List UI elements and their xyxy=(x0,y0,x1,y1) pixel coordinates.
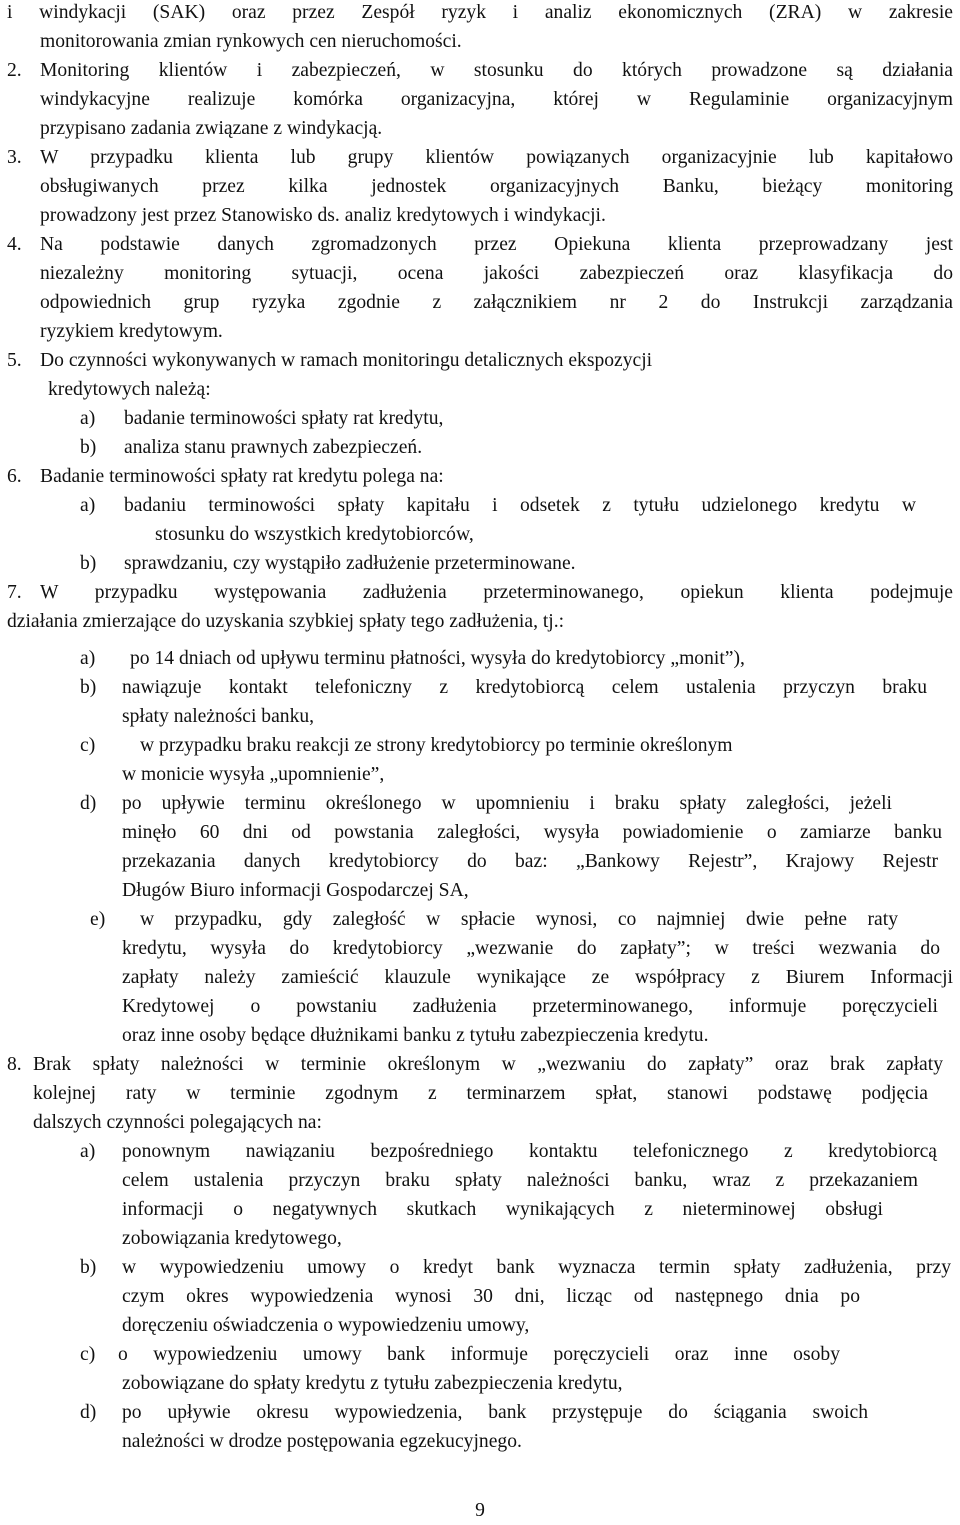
paragraph-line: dalszych czynności polegających na: xyxy=(33,1112,322,1133)
sub-item-letter: d) xyxy=(80,793,97,814)
paragraph-line: kredytowych należą: xyxy=(48,379,211,400)
paragraph-line: odpowiednich grup ryzyka zgodnie z załącznikiem nr 2 do Instrukcji zarządzania xyxy=(40,292,953,313)
page-number: 9 xyxy=(475,1500,485,1521)
sub-item-line: minęło 60 dni od powstania zaległości, wysyła powiadomienie o zamiarze banku xyxy=(122,822,942,843)
paragraph-line: działania zmierzające do uzyskania szybkiej spłaty tego zadłużenia, tj.: xyxy=(7,611,565,632)
item-number: 4. xyxy=(7,234,22,255)
sub-item-line: zobowiązane do spłaty kredytu z tytułu zabezpieczenia kredytu, xyxy=(122,1373,623,1394)
sub-item-letter: e) xyxy=(90,909,106,930)
sub-item-line: po upływie okresu wypowiedzenia, bank przystępuje do ściągania swoich xyxy=(122,1402,868,1423)
paragraph-line: Na podstawie danych zgromadzonych przez Opiekuna klienta przeprowadzany jest xyxy=(40,234,953,255)
sub-item-line: badanie terminowości spłaty rat kredytu, xyxy=(124,408,444,429)
sub-item-line: w monicie wysyła „upomnienie”, xyxy=(122,764,385,785)
paragraph-line: ryzykiem kredytowym. xyxy=(40,321,223,342)
sub-item-line: oraz inne osoby będące dłużnikami banku z tytułu zabezpieczenia kredytu. xyxy=(122,1025,709,1046)
paragraph-line: Badanie terminowości spłaty rat kredytu polega na: xyxy=(40,466,444,487)
paragraph-line: i windykacji (SAK) oraz przez Zespół ryzyk i analiz ekonomicznych (ZRA) w zakresie xyxy=(7,2,953,23)
sub-item-line: po 14 dniach od upływu terminu płatności, wysyła do kredytobiorcy „monit”), xyxy=(130,648,745,669)
item-number: 2. xyxy=(7,60,22,81)
sub-item-line: sprawdzaniu, czy wystąpiło zadłużenie przeterminowane. xyxy=(124,553,576,574)
paragraph-line: przypisano zadania związane z windykacją. xyxy=(40,118,383,139)
sub-item-line: Kredytowej o powstaniu zadłużenia przeterminowanego, informuje poręczycieli xyxy=(122,996,938,1017)
paragraph-line: niezależny monitoring sytuacji, ocena jakości zabezpieczeń oraz klasyfikacja do xyxy=(40,263,953,284)
item-number: 7. xyxy=(7,582,22,603)
paragraph-line: Brak spłaty należności w terminie określonym w „wezwaniu do zapłaty” oraz brak zapłaty xyxy=(33,1054,943,1075)
sub-item-line: badaniu terminowości spłaty kapitału i odsetek z tytułu udzielonego kredytu w xyxy=(124,495,916,516)
sub-item-line: o wypowiedzeniu umowy bank informuje poręczycieli oraz inne osoby xyxy=(118,1344,840,1365)
sub-item-letter: a) xyxy=(80,1141,96,1162)
sub-item-letter: c) xyxy=(80,1344,96,1365)
item-number: 5. xyxy=(7,350,22,371)
sub-item-line: w przypadku braku reakcji ze strony kredytobiorcy po terminie określonym xyxy=(140,735,733,756)
sub-item-letter: d) xyxy=(80,1402,97,1423)
sub-item-line: Długów Biuro informacji Gospodarczej SA, xyxy=(122,880,469,901)
sub-item-line: informacji o negatywnych skutkach wynikających z nieterminowej obsługi xyxy=(122,1199,883,1220)
paragraph-line: kolejnej raty w terminie zgodnym z terminarzem spłat, stanowi podstawę podjęcia xyxy=(33,1083,928,1104)
sub-item-line: kredytu, wysyła do kredytobiorcy „wezwanie do zapłaty”; w treści wezwania do xyxy=(122,938,940,959)
item-number: 3. xyxy=(7,147,22,168)
sub-item-letter: a) xyxy=(80,648,96,669)
sub-item-line: należności w drodze postępowania egzekucyjnego. xyxy=(122,1431,522,1452)
sub-item-line: w wypowiedzeniu umowy o kredyt bank wyznacza termin spłaty zadłużenia, przy xyxy=(122,1257,951,1278)
sub-item-line: zobowiązania kredytowego, xyxy=(122,1228,342,1249)
sub-item-letter: b) xyxy=(80,437,97,458)
sub-item-letter: b) xyxy=(80,677,97,698)
paragraph-line: windykacyjne realizuje komórka organizacyjna, której w Regulaminie organizacyjnym xyxy=(40,89,953,110)
sub-item-line: w przypadku, gdy zaległość w spłacie wynosi, co najmniej dwie pełne raty xyxy=(140,909,898,930)
sub-item-letter: a) xyxy=(80,408,96,429)
sub-item-letter: b) xyxy=(80,1257,97,1278)
sub-item-letter: c) xyxy=(80,735,96,756)
paragraph-line: prowadzony jest przez Stanowisko ds. analiz kredytowych i windykacji. xyxy=(40,205,606,226)
sub-item-line: stosunku do wszystkich kredytobiorców, xyxy=(155,524,474,545)
item-number: 8. xyxy=(7,1054,22,1075)
paragraph-line: obsługiwanych przez kilka jednostek organizacyjnych Banku, bieżący monitoring xyxy=(40,176,953,197)
item-number: 6. xyxy=(7,466,22,487)
sub-item-line: celem ustalenia przyczyn braku spłaty należności banku, wraz z przekazaniem xyxy=(122,1170,918,1191)
paragraph-line: W przypadku klienta lub grupy klientów powiązanych organizacyjnie lub kapitałowo xyxy=(40,147,953,168)
sub-item-line: analiza stanu prawnych zabezpieczeń. xyxy=(124,437,423,458)
sub-item-line: doręczeniu oświadczenia o wypowiedzeniu umowy, xyxy=(122,1315,530,1336)
paragraph-line: monitorowania zmian rynkowych cen nieruchomości. xyxy=(40,31,462,52)
sub-item-line: przekazania danych kredytobiorcy do baz: „Bankowy Rejestr”, Krajowy Rejestr xyxy=(122,851,938,872)
sub-item-line: ponownym nawiązaniu bezpośredniego kontaktu telefonicznego z kredytobiorcą xyxy=(122,1141,937,1162)
sub-item-line: nawiązuje kontakt telefoniczny z kredytobiorcą celem ustalenia przyczyn braku xyxy=(122,677,927,698)
sub-item-line: czym okres wypowiedzenia wynosi 30 dni, licząc od następnego dnia po xyxy=(122,1286,860,1307)
paragraph-line: Do czynności wykonywanych w ramach monitoringu detalicznych ekspozycji xyxy=(40,350,653,371)
sub-item-line: zapłaty należy zamieścić klauzule wynikające ze współpracy z Biurem Informacji xyxy=(122,967,953,988)
paragraph-line: W przypadku występowania zadłużenia przeterminowanego, opiekun klienta podejmuje xyxy=(40,582,953,603)
sub-item-letter: b) xyxy=(80,553,97,574)
paragraph-line: Monitoring klientów i zabezpieczeń, w stosunku do których prowadzone są działania xyxy=(40,60,953,81)
sub-item-line: spłaty należności banku, xyxy=(122,706,315,727)
sub-item-line: po upływie terminu określonego w upomnieniu i braku spłaty zaległości, jeżeli xyxy=(122,793,892,814)
sub-item-letter: a) xyxy=(80,495,96,516)
